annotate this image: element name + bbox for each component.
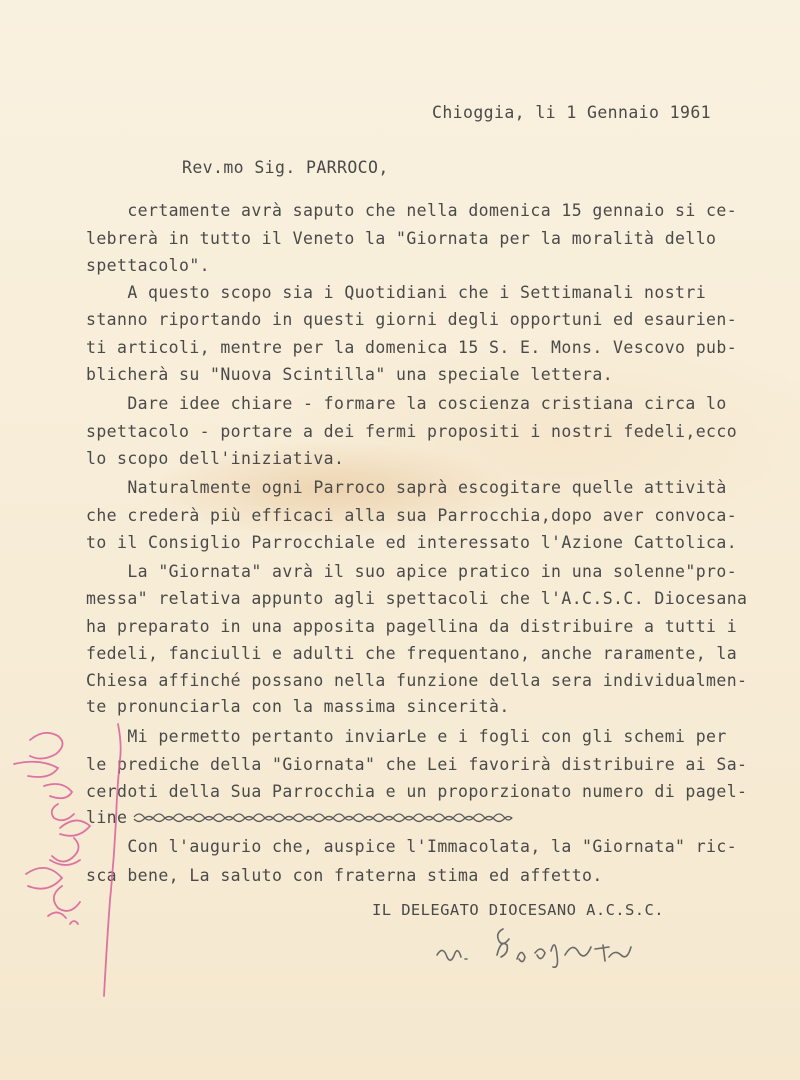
body-line: Dare idee chiare - formare la coscienza cristiana circa lo (86, 394, 727, 413)
body-line: spettacolo". (86, 256, 211, 275)
body-line: blicherà su "Nuova Scintilla" una speciale lettera. (86, 365, 614, 384)
body-line: Chiesa affinché possano nella funzione della sera individualmen- (86, 671, 748, 690)
body-line: te pronunciarla con la massima sincerità. (86, 697, 510, 716)
body-line: messa" relativa appunto agli spettacoli che l'A.C.S.C. Diocesana (86, 589, 748, 608)
body-line: La "Giornata" avrà il suo apice pratico in una solenne"pro- (86, 562, 738, 581)
handwritten-signature (425, 915, 645, 975)
body-line: sca bene, La saluto con fraterna stima ed affetto. (86, 866, 603, 885)
body-line: Mi permetto pertanto inviarLe e i fogli con gli schemi per (86, 727, 727, 746)
body-line: to il Consiglio Parrocchiale ed interessato l'Azione Cattolica. (86, 533, 738, 552)
body-line: fedeli, fanciulli e adulti che frequentano, anche raramente, la (86, 644, 738, 663)
letter-salutation: Rev.mo Sig. PARROCO, (182, 158, 389, 177)
signoff-title: IL DELEGATO DIOCESANO A.C.S.C. (372, 901, 664, 919)
body-line: le prediche della "Giornata" che Lei favorirà distribuire ai Sa- (86, 755, 748, 774)
body-line: lo scopo dell'iniziativa. (86, 449, 345, 468)
body-line: Con l'augurio che, auspice l'Immacolata, la "Giornata" ric- (86, 837, 738, 856)
margin-annotation (0, 720, 160, 1000)
body-line: A questo scopo sia i Quotidiani che i Settimanali nostri (86, 283, 707, 302)
body-line: ti articoli, mentre per la domenica 15 S. E. Mons. Vescovo pub- (86, 338, 738, 357)
struck-out-text (132, 808, 517, 826)
body-line: line (86, 808, 128, 827)
body-line: certamente avrà saputo che nella domenica 15 gennaio si ce- (86, 201, 738, 220)
body-line: stanno riportando in questi giorni degli opportuni ed esaurien- (86, 310, 738, 329)
body-line: Naturalmente ogni Parroco saprà escogitare quelle attività (86, 478, 727, 497)
letter-date: Chioggia, li 1 Gennaio 1961 (432, 103, 712, 122)
body-line: ha preparato in una apposita pagellina da distribuire a tutti i (86, 617, 738, 636)
body-line: cerdoti della Sua Parrocchia e un proporzionato numero di pagel- (86, 782, 748, 801)
body-line: che crederà più efficaci alla sua Parrocchia,dopo aver convoca- (86, 506, 738, 525)
body-line: lebrerà in tutto il Veneto la "Giornata per la moralità dello (86, 229, 717, 248)
body-line: spettacolo - portare a dei fermi propositi i nostri fedeli,ecco (86, 422, 738, 441)
